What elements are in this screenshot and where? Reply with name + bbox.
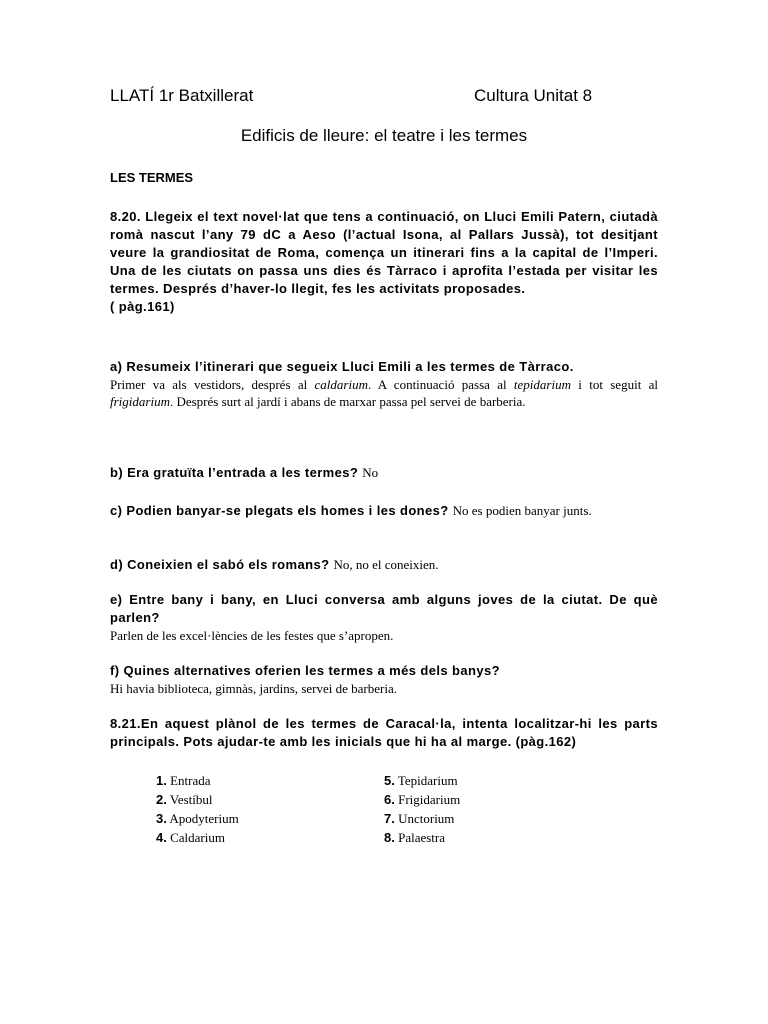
answer-text: . A continuació passa al — [367, 377, 514, 392]
item-label: Entrada — [170, 773, 211, 788]
answer-text: . Després surt al jardí i abans de marxar passa pel servei de barberia. — [169, 394, 526, 409]
answer-text: Primer va als vestidors, després al — [110, 377, 315, 392]
question-f-answer: Hi havia biblioteca, gimnàs, jardins, servei de barberia. — [110, 681, 397, 696]
answer-text: i tot seguit al — [570, 377, 658, 392]
item-label: Frigidarium — [398, 792, 461, 807]
item-label: Apodyterium — [169, 811, 239, 826]
question-d — [110, 556, 658, 574]
item-label: Caldarium — [170, 830, 225, 845]
question-f-text: f) Quines alternatives oferien les termes a més dels banys? — [110, 663, 500, 678]
question-d-answer: No, no el coneixien. — [333, 557, 439, 572]
answer-term: frigidarium — [110, 394, 170, 409]
exercise-8-20 — [110, 208, 658, 316]
list-item — [156, 828, 239, 847]
list-item — [156, 790, 239, 809]
document-header — [110, 86, 670, 106]
item-number: 2. — [156, 792, 167, 807]
list-item — [384, 809, 460, 828]
header-unit: Cultura Unitat 8 — [474, 86, 593, 105]
parts-list-left — [156, 771, 239, 847]
list-item — [384, 790, 460, 809]
answer-term: caldarium — [314, 377, 368, 392]
item-number: 1. — [156, 773, 167, 788]
question-c-answer: No es podien banyar junts. — [452, 503, 592, 518]
list-item — [384, 828, 460, 847]
question-b — [110, 464, 658, 482]
item-label: Vestíbul — [169, 792, 213, 807]
parts-list-right — [384, 771, 460, 847]
question-c-line — [110, 502, 658, 520]
item-number: 7. — [384, 811, 395, 826]
exercise-8-21 — [110, 715, 658, 751]
item-label: Unctorium — [398, 811, 455, 826]
list-item — [384, 771, 460, 790]
item-number: 8. — [384, 830, 395, 845]
question-b-answer: No — [362, 465, 379, 480]
item-number: 4. — [156, 830, 167, 845]
exercise-8-20-page: ( pàg.161) — [110, 299, 175, 314]
question-d-text: d) Coneixien el sabó els romans? — [110, 557, 330, 572]
item-number: 6. — [384, 792, 395, 807]
page-title: Edificis de lleure: el teatre i les termes — [240, 126, 528, 145]
item-number: 3. — [156, 811, 167, 826]
question-b-text: b) Era gratuïta l’entrada a les termes? — [110, 465, 359, 480]
question-a-text: a) Resumeix l’itinerari que segueix Lluci Emili a les termes de Tàrraco. — [110, 359, 574, 374]
list-item — [156, 771, 239, 790]
question-b-line — [110, 464, 658, 482]
item-label: Tepidarium — [397, 773, 458, 788]
exercise-8-20-text: 8.20. Llegeix el text novel·lat que tens a continuació, on Lluci Emili Patern, ciutadà romà nascut l’any 79 dC a Aeso (l’actual Isona, al Pallars Jussà), tot desitjant veure la grandiositat de Roma, comença un itinerari fins a la capital de l’Imperi. Una de les ciutats on passa uns dies és Tàrraco i aprofita l’estada per visitar les termes. Després d’haver-lo llegit, fes les activitats proposades. — [110, 209, 658, 296]
answer-term: tepidarium — [513, 377, 571, 392]
section-heading: LES TERMES — [110, 170, 194, 185]
item-label: Palaestra — [398, 830, 446, 845]
question-c-text: c) Podien banyar-se plegats els homes i les dones? — [110, 503, 449, 518]
question-a-answer — [110, 376, 658, 410]
question-c — [110, 502, 658, 520]
question-e-text: e) Entre bany i bany, en Lluci conversa amb alguns joves de la ciutat. De què parlen? — [110, 592, 658, 625]
header-subject: LLATÍ 1r Batxillerat — [110, 86, 254, 105]
exercise-8-21-text: 8.21.En aquest plànol de les termes de Caracal·la, intenta localitzar-hi les parts principals. Pots ajudar-te amb les inicials que hi ha al marge. (pàg.162) — [110, 716, 658, 749]
question-f — [110, 662, 658, 697]
item-number: 5. — [384, 773, 395, 788]
question-d-line — [110, 556, 658, 574]
question-e — [110, 591, 658, 644]
list-item — [156, 809, 239, 828]
question-e-answer: Parlen de les excel·lències de les festes que s’apropen. — [110, 628, 394, 643]
question-a — [110, 358, 658, 410]
